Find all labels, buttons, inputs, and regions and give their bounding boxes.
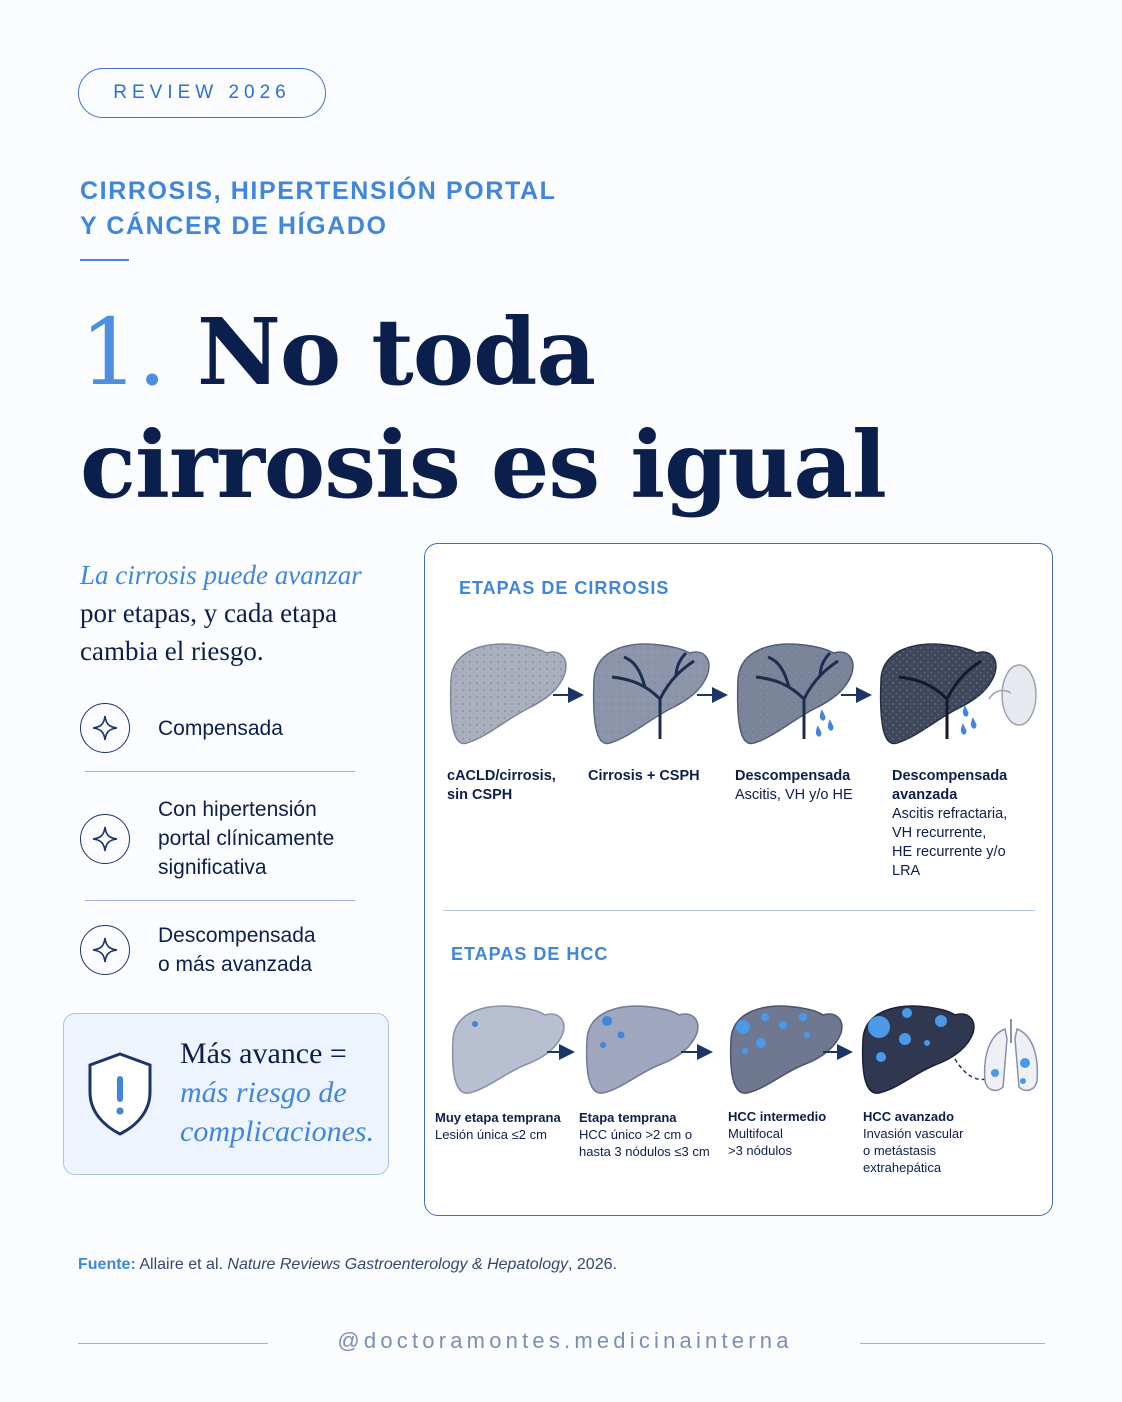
source-label: Fuente: bbox=[78, 1256, 136, 1273]
source-journal: Nature Reviews Gastroenterology & Hepatology bbox=[227, 1256, 569, 1273]
page-title bbox=[80, 296, 886, 521]
liver-hcc-early-icon bbox=[587, 1006, 698, 1093]
liver-compensated-icon bbox=[451, 644, 566, 743]
liver-hcc-advanced-icon bbox=[863, 1006, 1038, 1093]
callout-line-1: Más avance = bbox=[180, 1037, 347, 1070]
hcc-stage-2-caption bbox=[579, 1109, 724, 1160]
stage-line: significativa bbox=[158, 856, 267, 879]
source-citation bbox=[78, 1256, 617, 1274]
caption-desc: Invasión vascular bbox=[863, 1126, 964, 1141]
stage-item-csph bbox=[80, 795, 360, 882]
cirrosis-stages-title: ETAPAS DE CIRROSIS bbox=[459, 578, 670, 598]
caption-desc: VH recurrente, bbox=[892, 825, 987, 841]
footer-rule-left bbox=[78, 1343, 268, 1344]
stage-label bbox=[158, 795, 334, 882]
caption-desc: extrahepática bbox=[863, 1160, 942, 1175]
source-authors: Allaire et al. bbox=[139, 1256, 223, 1273]
liver-hcc-intermediate-icon bbox=[731, 1006, 842, 1093]
caption-title: HCC intermedio bbox=[728, 1109, 827, 1124]
cirrosis-stage-4-caption bbox=[892, 767, 1042, 881]
caption-title: Cirrosis + CSPH bbox=[588, 768, 700, 784]
hcc-stage-3-caption bbox=[728, 1108, 858, 1159]
liver-decompensated-icon bbox=[738, 644, 853, 743]
title-line-1: No toda bbox=[196, 298, 596, 406]
sparkle-icon bbox=[80, 925, 130, 975]
cirrosis-stage-3-caption bbox=[735, 767, 875, 805]
sparkle-icon bbox=[80, 814, 130, 864]
sparkle-icon bbox=[80, 703, 130, 753]
caption-desc: Lesión única ≤2 cm bbox=[435, 1127, 547, 1142]
caption-title: Descompensada bbox=[735, 768, 851, 784]
hcc-stage-1-caption bbox=[435, 1109, 575, 1143]
stages-panel bbox=[424, 543, 1053, 1216]
stage-line: portal clínicamente bbox=[158, 827, 335, 850]
kicker-line-1: CIRROSIS, HIPERTENSIÓN PORTAL bbox=[80, 177, 557, 205]
social-handle[interactable]: @doctoramontes.medicinainterna bbox=[337, 1328, 793, 1353]
stage-line: Con hipertensión bbox=[158, 798, 317, 821]
callout-text bbox=[180, 1034, 380, 1151]
liver-advanced-icon bbox=[881, 644, 1036, 743]
footer-rule-right bbox=[860, 1343, 1045, 1344]
hcc-stages-title: ETAPAS DE HCC bbox=[451, 944, 609, 964]
cirrosis-stage-2-caption bbox=[588, 767, 718, 786]
stage-item-compensada bbox=[80, 703, 360, 753]
intro-emphasis: La cirrosis puede avanzar bbox=[80, 560, 362, 590]
stage-line: Compensada bbox=[158, 716, 283, 740]
caption-title: Descompensada bbox=[892, 768, 1008, 784]
title-line-2: cirrosis es igual bbox=[80, 411, 886, 519]
stage-divider bbox=[85, 771, 355, 772]
caption-desc: >3 nódulos bbox=[728, 1143, 792, 1158]
panel-separator bbox=[443, 910, 1035, 911]
caption-title: HCC avanzado bbox=[863, 1109, 955, 1124]
caption-desc: Ascitis refractaria, bbox=[892, 806, 1008, 822]
caption-title: Muy etapa temprana bbox=[435, 1110, 561, 1125]
risk-callout bbox=[63, 1013, 389, 1175]
hcc-stage-4-caption bbox=[863, 1108, 1003, 1176]
stage-line: o más avanzada bbox=[158, 953, 313, 976]
shield-alert-icon bbox=[84, 1050, 156, 1143]
caption-title: Etapa temprana bbox=[579, 1110, 677, 1125]
caption-title: cACLD/cirrosis, bbox=[447, 768, 556, 784]
topic-kicker bbox=[80, 174, 557, 244]
stage-line: Descompensada bbox=[158, 924, 316, 947]
stage-label bbox=[158, 714, 283, 743]
liver-hcc-very-early-icon bbox=[453, 1006, 564, 1093]
kicker-line-2: Y CÁNCER DE HÍGADO bbox=[80, 212, 388, 240]
intro-line-3: cambia el riesgo. bbox=[80, 636, 264, 666]
caption-desc: Ascitis, VH y/o HE bbox=[735, 787, 853, 803]
caption-desc: LRA bbox=[892, 863, 921, 879]
callout-line-2: más riesgo de bbox=[180, 1076, 347, 1109]
intro-text bbox=[80, 556, 410, 670]
liver-csph-icon bbox=[594, 644, 709, 743]
lungs-icon bbox=[985, 1019, 1038, 1090]
cirrosis-stage-1-caption bbox=[447, 767, 577, 805]
title-number: 1. bbox=[80, 299, 166, 406]
caption-desc: HE recurrente y/o bbox=[892, 844, 1006, 860]
review-badge: REVIEW 2026 bbox=[78, 68, 326, 118]
caption-title: sin CSPH bbox=[447, 787, 513, 803]
kicker-rule bbox=[80, 259, 129, 261]
callout-line-3: complicaciones. bbox=[180, 1115, 375, 1148]
caption-desc: hasta 3 nódulos ≤3 cm bbox=[579, 1144, 710, 1159]
stage-label bbox=[158, 921, 316, 979]
caption-desc: Multifocal bbox=[728, 1126, 783, 1141]
caption-desc: HCC único >2 cm o bbox=[579, 1127, 693, 1142]
stage-divider bbox=[85, 900, 355, 901]
intro-line-2: por etapas, y cada etapa bbox=[80, 598, 338, 628]
stage-item-descompensada bbox=[80, 921, 360, 979]
source-year: , 2026. bbox=[568, 1256, 617, 1273]
caption-desc: o metástasis bbox=[863, 1143, 936, 1158]
caption-title: avanzada bbox=[892, 787, 958, 803]
